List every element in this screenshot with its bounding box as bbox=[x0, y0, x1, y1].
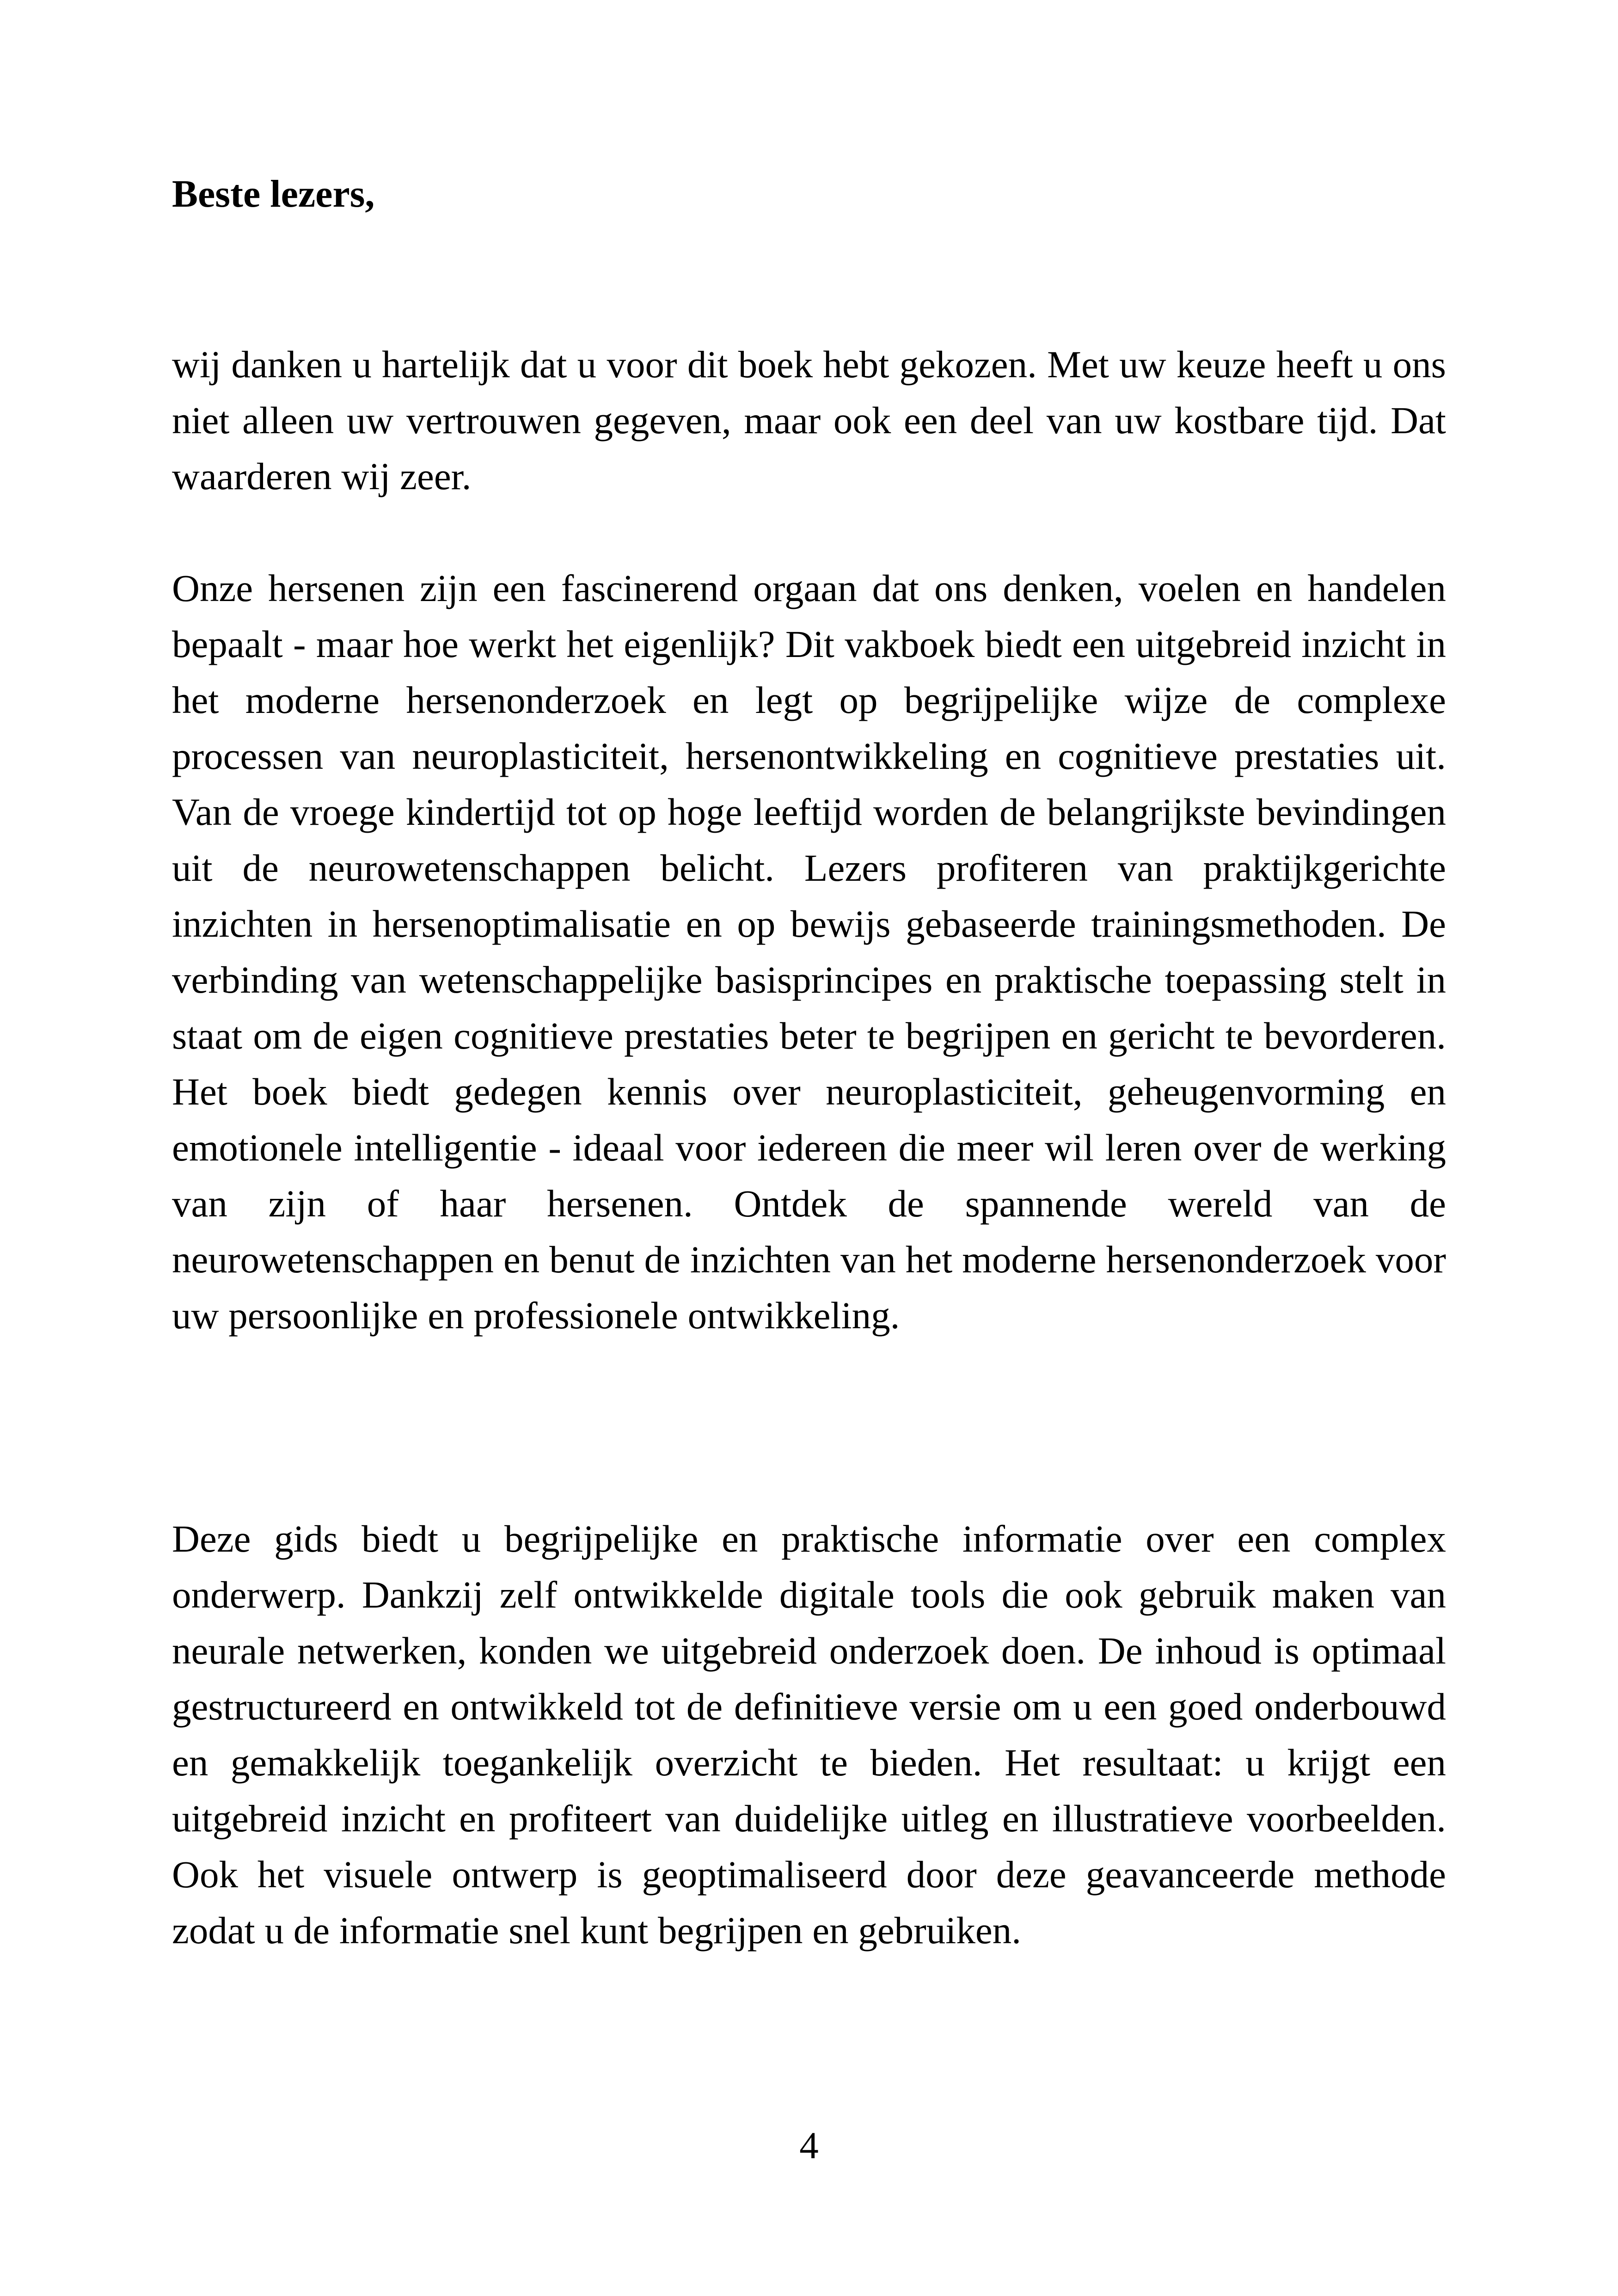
body-paragraph-3: Deze gids biedt u begrijpelijke en praktische informatie over een complex onderwerp. Dankzij zelf ontwikkelde digitale tools die ook gebruik maken van neurale netwerken, konden we uitgebreid onderzoek doen. De inhoud is optimaal gestructureerd en ontwikkeld tot de definitieve versie om u een goed onderbouwd en gemakkelijk toegankelijk overzicht te bieden. Het resultaat: u krijgt een uitgebreid inzicht en profiteert van duidelijke uitleg en illustratieve voorbeelden. Ook het visuele ontwerp is geoptimaliseerd door deze geavanceerde methode zodat u de informatie snel kunt begrijpen en gebruiken. bbox=[172, 1517, 1446, 1952]
body-paragraph-1: wij danken u hartelijk dat u voor dit boek hebt gekozen. Met uw keuze heeft u ons niet alleen uw vertrouwen gegeven, maar ook een deel van uw kostbare tijd. Dat waarderen wij zeer. bbox=[172, 343, 1446, 497]
salutation-heading: Beste lezers, bbox=[172, 172, 375, 215]
body-paragraph-2: Onze hersenen zijn een fascinerend orgaan dat ons denken, voelen en handelen bepaalt - maar hoe werkt het eigenlijk? Dit vakboek biedt een uitgebreid inzicht in het moderne hersenonderzoek en legt op begrijpelijke wijze de complexe processen van neuroplasticiteit, hersenontwikkeling en cognitieve prestaties uit. Van de vroege kindertijd tot op hoge leeftijd worden de belangrijkste bevindingen uit de neurowetenschappen belicht. Lezers profiteren van praktijkgerichte inzichten in hersenoptimalisatie en op bewijs gebaseerde trainingsmethoden. De verbinding van wetenschappelijke basisprincipes en praktische toepassing stelt in staat om de eigen cognitieve prestaties beter te begrijpen en gericht te bevorderen. Het boek biedt gedegen kennis over neuroplasticiteit, geheugenvorming en emotionele intelligentie - ideaal voor iedereen die meer wil leren over de werking van zijn of haar hersenen. Ontdek de spannende wereld van de neurowetenschappen en benut de inzichten van het moderne hersenonderzoek voor uw persoonlijke en professionele ontwikkeling. bbox=[172, 567, 1446, 1337]
page-number: 4 bbox=[799, 2124, 819, 2167]
